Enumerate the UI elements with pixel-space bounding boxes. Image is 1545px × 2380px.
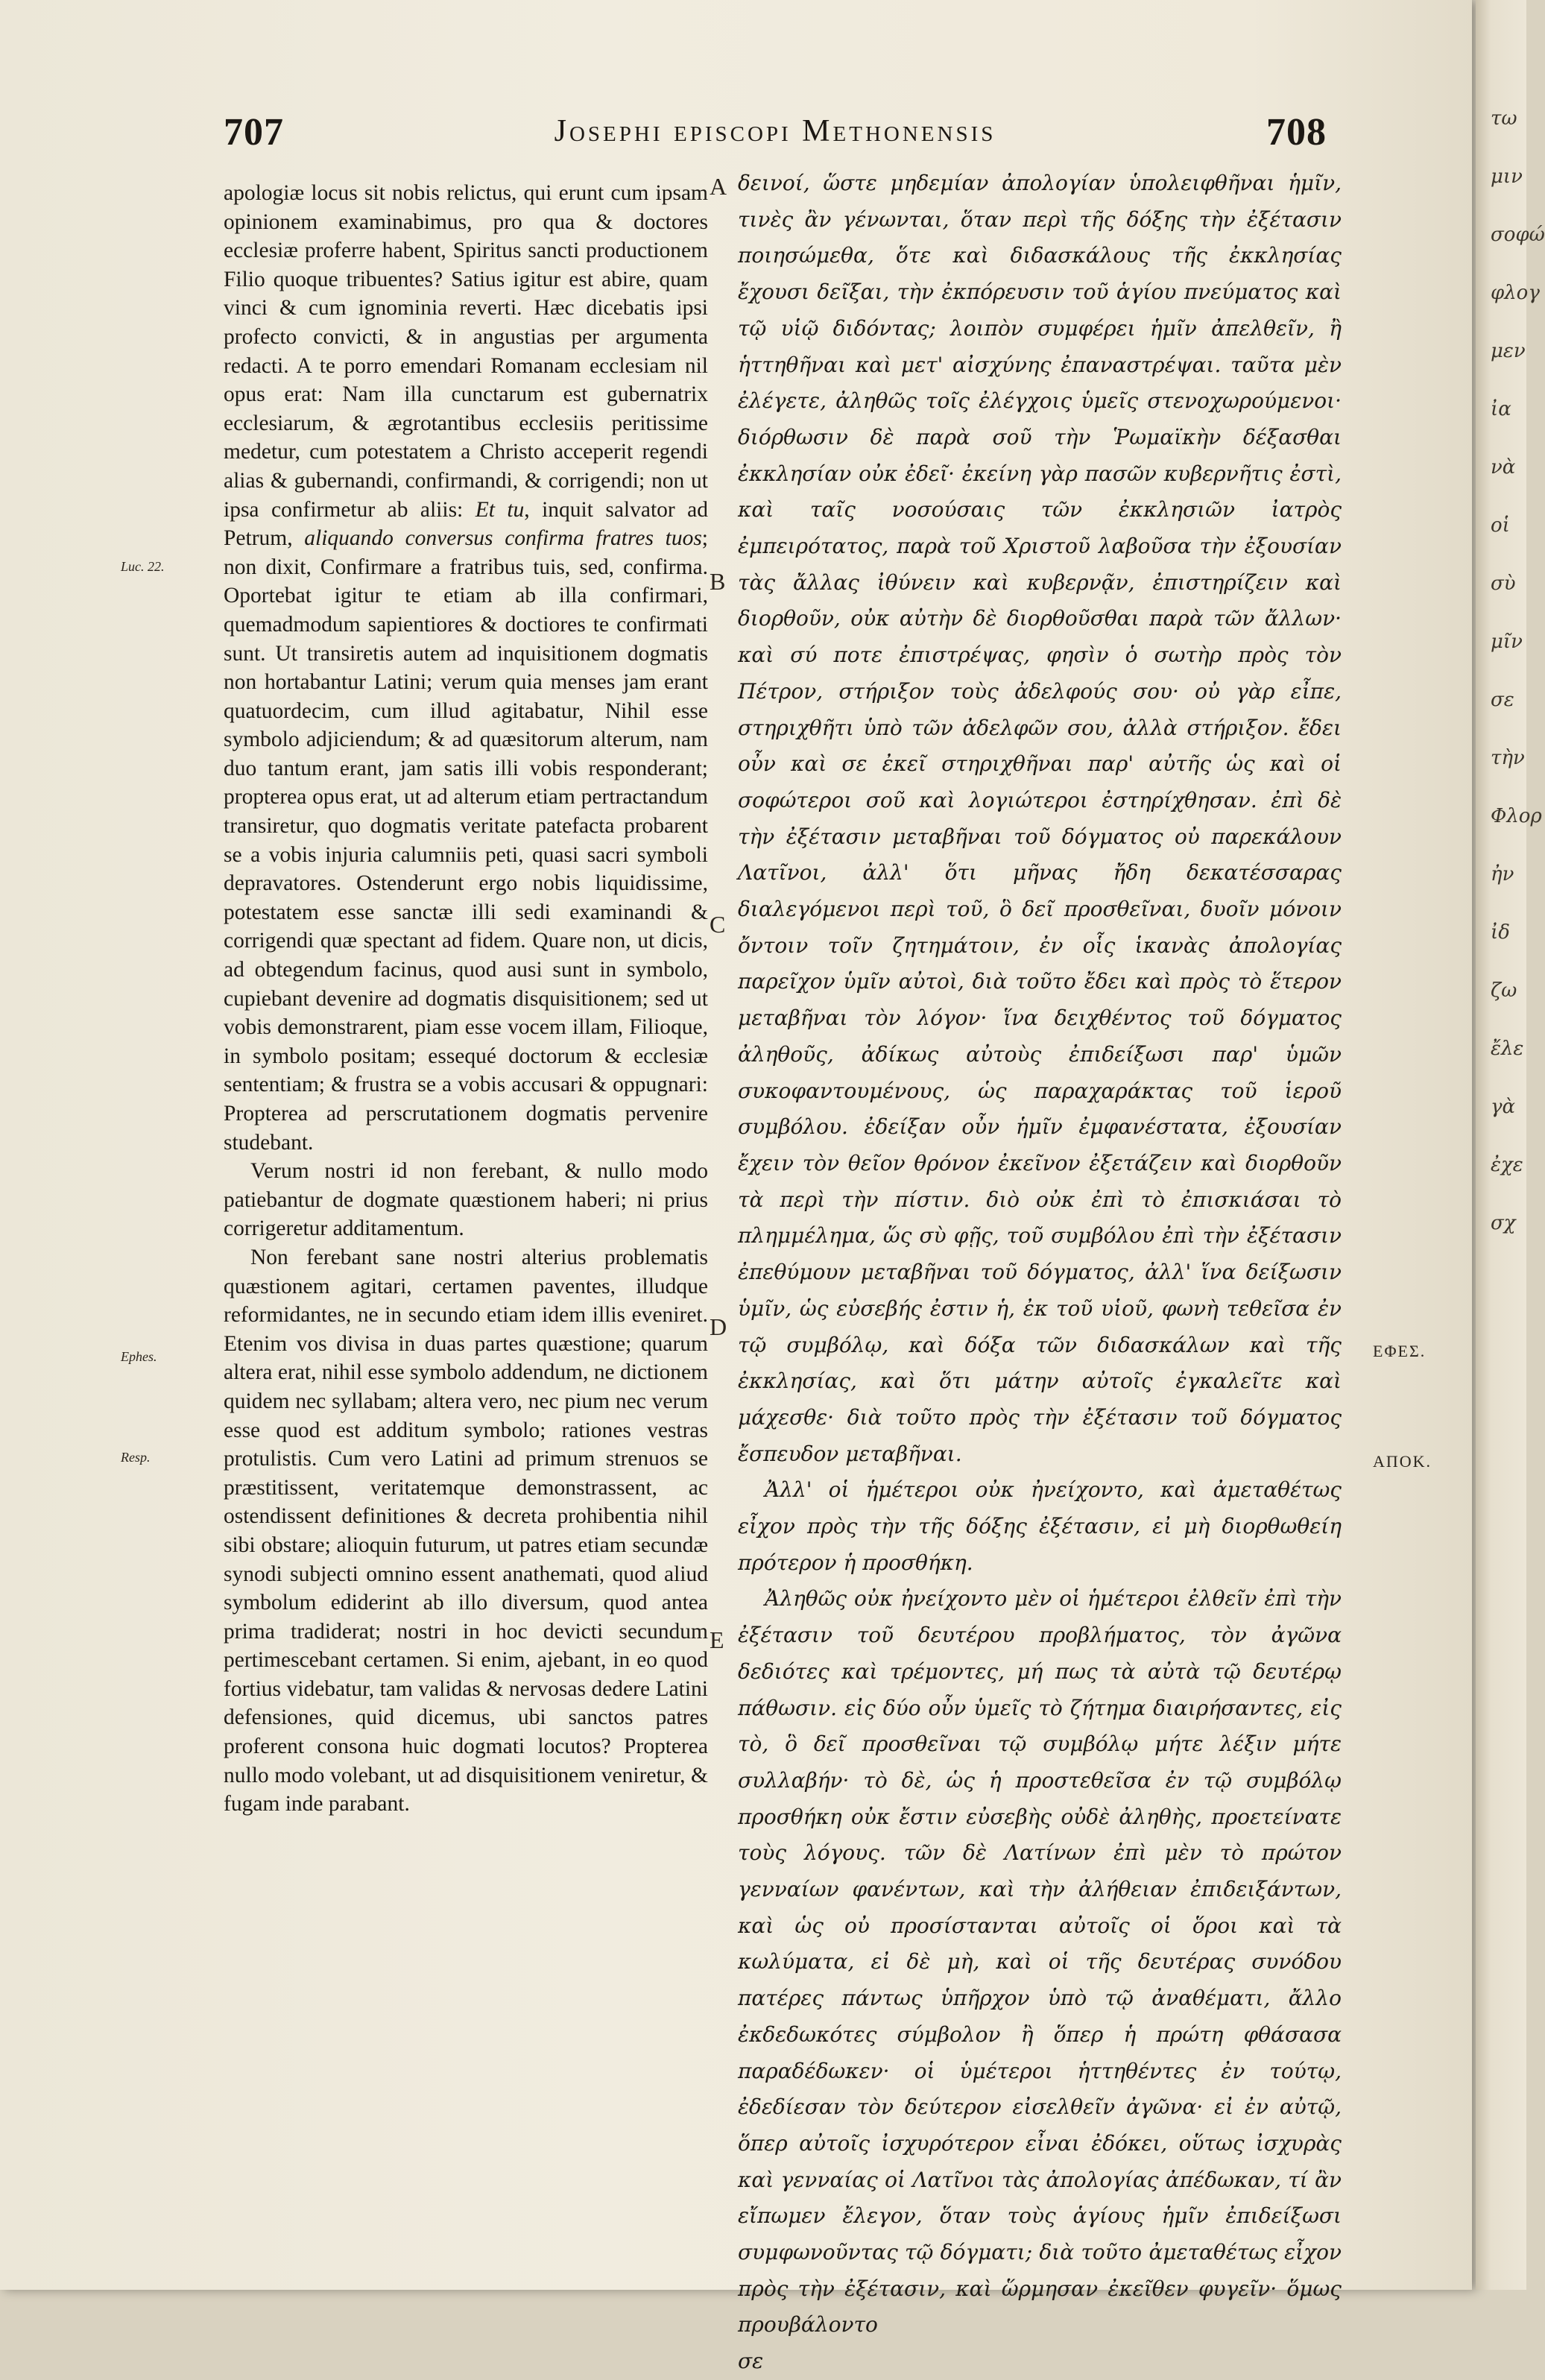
next-page-fragment: σὺ <box>1491 572 1516 595</box>
margin-note-resp: Resp. <box>121 1450 151 1465</box>
next-page-fragment: ἰδ <box>1491 921 1510 944</box>
running-title: Josephi episcopi Methonensis <box>554 114 996 148</box>
next-page-fragment: τω <box>1491 107 1517 130</box>
page-number-right: 708 <box>1266 111 1327 154</box>
latin-paragraph: Verum nostri id non ferebant, & nullo modo patiebantur de dogmate quæstionem haberi; ni prius corrigeretur additamentum. <box>224 1159 708 1241</box>
section-letter-e: E <box>710 1626 724 1653</box>
next-page-fragment: οἱ <box>1491 514 1510 537</box>
next-page-fragment: νὰ <box>1491 456 1516 479</box>
greek-paragraph: Ἀλλ' οἱ ἡμέτεροι οὐκ ἠνείχοντο, καὶ ἀμεταθέτως εἶχον πρὸς τὴν τῆς δόξης ἐξέτασιν, εἰ μὴ διορθωθείη πρότερον ἡ προσθήκη. <box>738 1477 1342 1575</box>
next-page-fragment: τὴν <box>1491 747 1525 769</box>
next-page-fragment: ἠν <box>1491 863 1514 886</box>
section-letter-d: D <box>710 1313 727 1340</box>
latin-paragraph: Non ferebant sane nostri alterius problematis quæstionem agitari, certamen paventes, illudque reformidantes, ne in secundo etiam idem illis eveniret. Etenim vos divisa in duas partes quæstione; quarum altera erat, nihil esse symbolo addendum, ne dictionem quidem nec syllabam; altera vero, nec pium nec verum esse quod est additum symbolo; rationes vestras protulistis. Cum vero Latini ad primum strenuos se præstitissent, veritatemque demonstrassent, ac ostendissent definitiones & decreta prohibentia nihil sibi obstare; alioquin futurum, ut patres etiam secundæ synodi subjecti omnino essent anathemati, quod aliud symbolum ediderint ab illo diversum, quod antea prima tradiderat; nostri in hoc devicti secundum pertimescebant certamen. Si enim, ajebant, in eo quod fortius videbatur, tam validas & nervosas dedere Latini defensiones, quid dicemus, ubi sanctos patres proferent consona huic dogmati locutos? Propterea nullo modo volebant, ut ad disquisitionem veniretur, & fugam inde parabant. <box>224 1245 708 1816</box>
catchword: σε <box>738 2349 764 2374</box>
next-page-fragment: ἐχε <box>1491 1154 1523 1176</box>
latin-text: ; non dixit, Confirmare a fratribus tuis, sed, confirma. Oportebat igitur te etiam ab illa confirmari, quemadmodum sapientiores & doctiores te confirmati sunt. Ut transiretis autem ad inquisitionem dogmatis non hortabantur Latini; verum quia menses jam erant quatuordecim, cum illud agitabatur, Nihil esse symbolo adjiciendum; & ad quæsitorum alterum, nam duo tantum erant, jam satis illi vobis responderant; propterea opus erat, ut ad alterum etiam pertractandum transiretur, quo dogmatis veritate patefacta probarent se a vobis injuria calumniis peti, quasi sacri symboli depravatores. Ostenderunt ergo nobis liquidissime, potestatem esse sanctæ illi sedi examinandi & corrigendi quæ spectant ad fidem. Quare non, ut dicis, ad obtegendum facinus, quod ausi sunt in symbolo, cupiebant devenire ad dogmatis disquisitionem; sed ut vobis demonstrarent, piam esse vocem illam, Filioque, in symbolo positam; essequé doctorum & ecclesiæ sententiam; & frustra se a vobis accusari & oppugnari: Propterea ad perscrutationem dogmatis pervenire studebant. <box>224 526 708 1155</box>
next-page-fragment: σχ <box>1491 1212 1516 1234</box>
section-letter-b: B <box>710 568 726 595</box>
next-page-fragment: ζω <box>1491 979 1517 1002</box>
next-page-fragment: Φλορ <box>1491 805 1542 827</box>
margin-note-ephes: Ephes. <box>121 1349 157 1364</box>
section-letter-c: C <box>710 911 726 938</box>
next-page-fragment: σε <box>1491 689 1514 711</box>
latin-text: apologiæ locus sit nobis relictus, qui erunt cum ipsam opinionem examinabimus, pro qua & doctores ecclesiæ proferre habent, Spiritus sancti productionem Filio quoque tribuentes? Satius igitur est abire, quam vinci & cum ignominia reverti. Hæc dicebatis ipsi profecto convicti, & in angustias per argumenta redacti. A te porro emendari Romanam ecclesiam nil opus erat: Nam illa cunctarum est gubernatrix ecclesiarum, & ægrotantibus ecclesiis peritissime medetur, cum potestatem a Christo acceperit regendi alias & gubernandi, confirmandi, & corrigendi; non ut ipsa confirmetur ab aliis: <box>224 181 708 522</box>
greek-paragraph: Ἀληθῶς οὐκ ἠνείχοντο μὲν οἱ ἡμέτεροι ἐλθεῖν ἐπὶ τὴν ἐξέτασιν τοῦ δευτέρου προβλήματος, τὸν ἀγῶνα δεδιότες καὶ τρέμοντες, μή πως τὰ αὐτὰ τῷ δευτέρῳ πάθωσιν. εἰς δύο οὖν ὑμεῖς τὸ ζήτημα διαιρήσαντες, εἰς τὸ, ὃ δεῖ προσθεῖναι τῷ συμβόλῳ μήτε λέξιν μήτε συλλαβήν· τὸ δὲ, ὡς ἡ προστεθεῖσα ἐν τῷ συμβόλῳ προσθήκη οὐκ ἔστιν εὐσεβὴς οὐδὲ ἀληθὴς, προετείνατε τοὺς λόγους. τῶν δὲ Λατίνων ἐπὶ μὲν τὸ πρώτον γενναίων φανέντων, καὶ τὴν ἀλήθειαν ἐπιδειξάντων, καὶ ὡς οὐ προσίστανται αὐτοῖς οἱ ὅροι καὶ τὰ κωλύματα, εἰ δὲ μὴ, καὶ οἱ τῆς δευτέρας συνόδου πατέρες πάντως ὑπῆρχον ὑπὸ τῷ ἀναθέματι, ἄλλο ἐκδεδωκότες σύμβολον ἢ ὅπερ ἡ πρώτη φθάσασα παραδέδωκεν· οἱ ὑμέτεροι ἡττηθέντες ἐν τούτῳ, ἐδεδίεσαν τὸν δεύτερον εἰσελθεῖν ἀγῶνα· εἰ ἐν αὐτῷ, ὅπερ αὐτοῖς ἰσχυρότερον εἶναι ἐδόκει, οὕτως ἰσχυρὰς καὶ γενναίας οἱ Λατῖνοι τὰς ἀπολογίας ἀπέδωκαν, τί ἂν εἴπωμεν ἔλεγον, ὅταν τοὺς ἁγίους ἡμῖν ἐπιδείξωσι συμφωνοῦντας τῷ δόγματι; διὰ τοῦτο ἀμεταθέτως εἶχον πρὸς τὴν ἐξέτασιν, καὶ ὥρμησαν ἐκεῖθεν φυγεῖν· ὅμως προυβάλοντο <box>738 1586 1342 2338</box>
next-page-edge <box>1476 0 1545 2290</box>
next-page-fragment: μιν <box>1491 165 1523 188</box>
greek-paragraph: δεινοί, ὥστε μηδεμίαν ἀπολογίαν ὑπολειφθῆναι ἡμῖν, τινὲς ἂν γένωνται, ὅταν περὶ τῆς δόξης τὴν ἐξέτασιν ποιησώμεθα, ὅτε καὶ διδασκάλους τῆς ἐκκλησίας ἔχουσι δεῖξαι, τὴν ἐκπόρευσιν τοῦ ἁγίου πνεύματος καὶ τῷ υἱῷ διδόντας; λοιπὸν συμφέρει ἡμῖν ἀπελθεῖν, ἢ ἡττηθῆναι καὶ μετ' αἰσχύνης ἐπαναστρέψαι. ταῦτα μὲν ἐλέγετε, ἀληθῶς τοῖς ἐλέγχοις ὑμεῖς στενοχωρούμενοι· διόρθωσιν δὲ παρὰ σοῦ τὴν Ῥωμαϊκὴν δέξασθαι ἐκκλησίαν οὐκ ἐδεῖ· ἐκείνη γὰρ πασῶν κυβερνῆτις ἐστὶ, καὶ ταῖς νοσούσαις τῶν ἐκκλησιῶν ἰατρὸς ἐμπειρότατος, παρὰ τοῦ Χριστοῦ λαβοῦσα τὴν ἐξουσίαν τὰς ἄλλας ἰθύνειν καὶ κυβερνᾷν, ἐπιστηρίζειν καὶ διορθοῦν, οὐκ αὐτὴν δὲ διορθοῦσθαι παρὰ τῶν ἄλλων· καὶ σύ ποτε ἐπιστρέψας, φησὶν ὁ σωτὴρ πρὸς τὸν Πέτρον, στήριξον τοὺς ἀδελφούς σου· οὐ γὰρ εἶπε, στηριχθῆτι ὑπὸ τῶν ἀδελφῶν σου, ἀλλὰ στήριξον. ἔδει οὖν καὶ σε ἐκεῖ στηριχθῆναι παρ' αὐτῆς ὡς καὶ οἱ σοφώτεροι σοῦ καὶ λογιώτεροι ἐστηρίχθησαν. ἐπὶ δὲ τὴν ἐξέτασιν μεταβῆναι τοῦ δόγματος οὐ παρεκάλουν Λατῖνοι, ἀλλ' ὅτι μῆνας ἤδη δεκατέσσαρας διαλεγόμενοι περὶ τοῦ, ὃ δεῖ προσθεῖναι, δυοῖν μόνοιν ὄντοιν τοῖν ζητημάτοιν, ἐν οἷς ἱκανὰς ἀπολογίας παρεῖχον ὑμῖν αὐτοὶ, διὰ τοῦτο ἔδει καὶ πρὸς τὸ ἕτερον μεταβῆναι τὸν λόγον· ἵνα δειχθέντος τοῦ δόγματος ἀληθοῦς, ἀδίκως αὐτοὺς ἐπιδείξωσι παρ' ὑμῶν συκοφαντουμένους, ὡς παραχαράκτας τοῦ ἱεροῦ συμβόλου. ἐδείξαν οὖν ἡμῖν ἐμφανέστατα, ἐξουσίαν ἔχειν τὸν θεῖον θρόνον ἐκεῖνον ἐξετάζειν καὶ διορθοῦν τὰ περὶ τὴν πίστιν. διὸ οὐκ ἐπὶ τὸ ἐπισκιάσαι τὸ πλημμέλημα, ὥς σὺ φῇς, τοῦ συμβόλου ἐπὶ τὴν ἐξέτασιν ἐπεθύμουν μεταβῆναι τοῦ δόγματος, ἀλλ' ἵνα δείξωσιν ὑμῖν, ὡς εὐσεβής ἐστιν ἡ, ἐκ τοῦ υἱοῦ, φωνὴ τεθεῖσα ἐν τῷ συμβόλῳ, καὶ δόξα τῶν διδασκάλων καὶ τῆς ἐκκλησίας, καὶ ὅτι μάτην αὐτοῖς ἐγκαλεῖτε καὶ μάχεσθε· διὰ τοῦτο πρὸς τὴν ἐξέτασιν τοῦ δόγματος ἔσπευδον μεταβῆναι. <box>738 171 1342 1466</box>
next-page-fragment: μῖν <box>1491 631 1523 653</box>
latin-text: , inquit salvator ad Petrum, <box>224 497 708 551</box>
next-page-fragment: φλογ <box>1491 282 1540 304</box>
margin-note-ephes-greek: ΕΦΕΣ. <box>1373 1342 1426 1360</box>
page-number-left: 707 <box>224 111 284 154</box>
running-head <box>224 110 1327 155</box>
next-page-fragment: ἔλε <box>1491 1038 1524 1060</box>
latin-column <box>224 179 708 1819</box>
margin-note-luc: Luc. 22. <box>121 559 165 574</box>
section-letter-a: A <box>710 173 727 200</box>
next-page-fragment: ἰα <box>1491 398 1511 420</box>
margin-note-apok: ΑΠΟΚ. <box>1373 1452 1432 1471</box>
latin-paragraph <box>224 179 708 1157</box>
greek-column <box>738 165 1342 2380</box>
latin-quote: aliquando conversus confirma fratres tuos <box>304 526 702 551</box>
next-page-fragment: μεν <box>1491 340 1526 362</box>
latin-quote: Et tu <box>475 497 525 522</box>
next-page-fragment: σοφώ <box>1491 224 1545 246</box>
next-page-fragment: γὰ <box>1491 1096 1516 1118</box>
